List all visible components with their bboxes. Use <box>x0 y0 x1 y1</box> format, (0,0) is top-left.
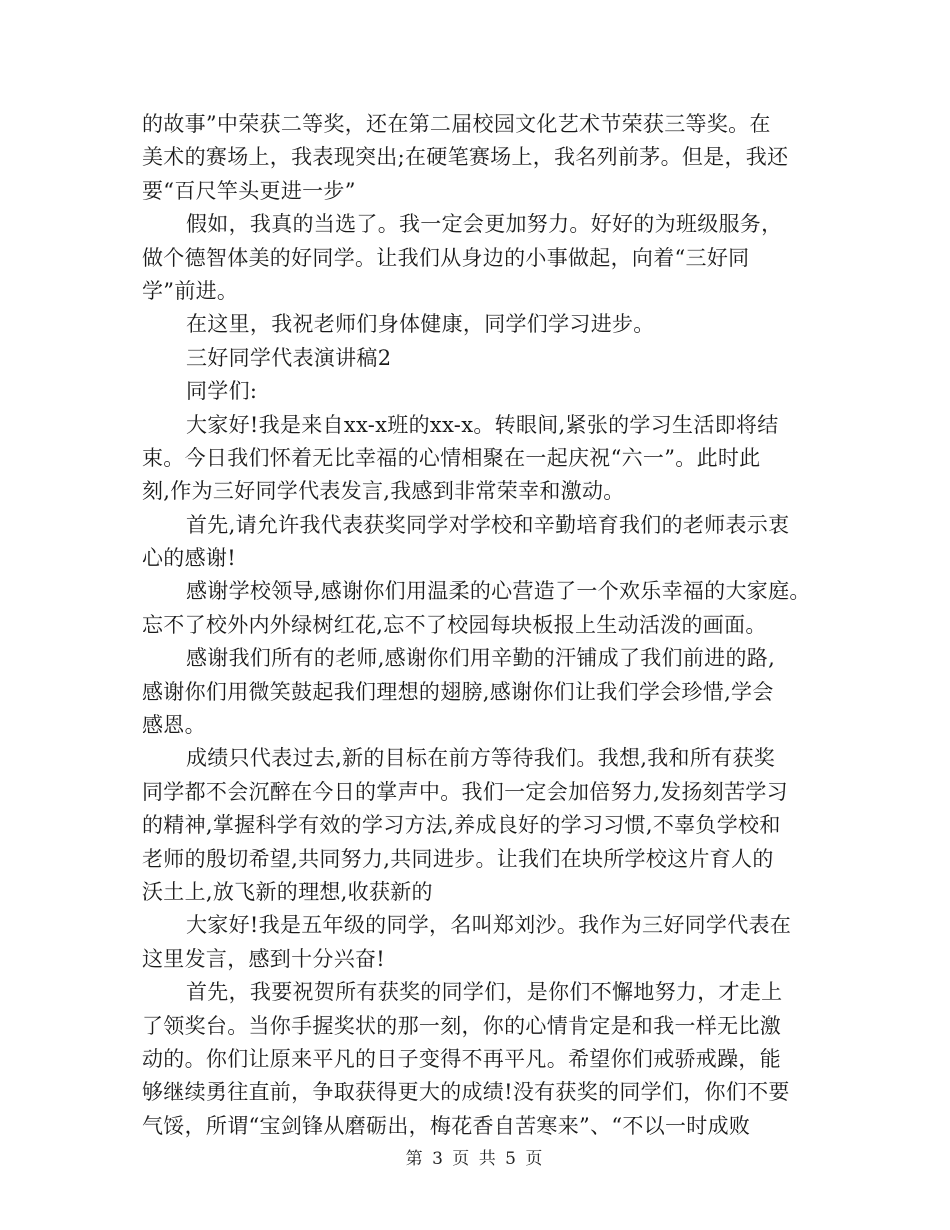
text-line: 心的感谢! <box>142 546 236 571</box>
text-line: 大家好!我是五年级的同学，名叫郑刘沙。我作为三好同学代表在 <box>186 913 792 938</box>
text-line: 感谢学校领导,感谢你们用温柔的心营造了一个欢乐幸福的大家庭。 <box>186 579 811 604</box>
text-line: 气馁，所谓“宝剑锋从磨砺出，梅花香自苦寒来”、“不以一时成败 <box>142 1113 751 1138</box>
text-line: 在这里，我祝老师们身体健康，同学们学习进步。 <box>186 312 655 337</box>
text-line: 的故事”中荣获二等奖，还在第二届校园文化艺术节荣获三等奖。在 <box>142 112 771 136</box>
text-line: 感恩。 <box>142 713 206 738</box>
text-line: 动的。你们让原来平凡的日子变得不再平凡。希望你们戒骄戒躁，能 <box>142 1046 781 1071</box>
text-line: 忘不了校外内外绿树红花,忘不了校园每块板报上生动活泼的画面。 <box>142 612 767 637</box>
text-line: 感谢你们用微笑鼓起我们理想的翅膀,感谢你们让我们学会珍惜,学会 <box>142 679 774 704</box>
text-line: 假如，我真的当选了。我一定会更加努力。好好的为班级服务， <box>186 212 783 237</box>
text-line: 首先，我要祝贺所有获奖的同学们，是你们不懈地努力，才走上 <box>186 980 783 1005</box>
text-line: 学”前进。 <box>142 278 239 303</box>
text-line: 老师的殷切希望,共同努力,共同进步。让我们在块所学校这片育人的 <box>142 846 774 871</box>
text-line: 大家好!我是来自xx-x班的xx-x。转眼间,紧张的学习生活即将结 <box>186 412 779 437</box>
text-line: 了领奖台。当你手握奖状的那一刻，你的心情肯定是和我一样无比激 <box>142 1013 781 1038</box>
text-line: 同学都不会沉醉在今日的掌声中。我们一定会加倍努力,发扬刻苦学习 <box>142 779 788 804</box>
text-line: 束。今日我们怀着无比幸福的心情相聚在一起庆祝“六一”。此时此 <box>142 445 761 470</box>
text-line: 三好同学代表演讲稿2 <box>186 345 392 370</box>
text-line: 够继续勇往直前，争取获得更大的成绩!没有获奖的同学们，你们不要 <box>142 1080 790 1105</box>
text-line: 沃土上,放飞新的理想,收获新的 <box>142 879 433 904</box>
text-line: 美术的赛场上，我表现突出;在硬笔赛场上，我名列前茅。但是，我还 <box>142 145 789 170</box>
text-line: 刻,作为三好同学代表发言,我感到非常荣幸和激动。 <box>142 479 625 504</box>
text-line: 感谢我们所有的老师,感谢你们用辛勤的汗铺成了我们前进的路, <box>186 646 776 671</box>
text-line: 同学们: <box>186 379 258 404</box>
text-line: 要“百尺竿头更进一步” <box>142 178 356 203</box>
text-line: 这里发言，感到十分兴奋! <box>142 946 386 971</box>
page-footer: 第 3 页 共 5 页 <box>405 1149 545 1169</box>
text-line: 成绩只代表过去,新的目标在前方等待我们。我想,我和所有获奖 <box>186 746 776 771</box>
text-line: 首先,请允许我代表获奖同学对学校和辛勤培育我们的老师表示衷 <box>186 512 790 537</box>
text-line: 的精神,掌握科学有效的学习方法,养成良好的学习习惯,不辜负学校和 <box>142 813 781 838</box>
text-line: 做个德智体美的好同学。让我们从身边的小事做起，向着“三好同 <box>142 245 750 270</box>
document-body <box>142 108 822 1143</box>
